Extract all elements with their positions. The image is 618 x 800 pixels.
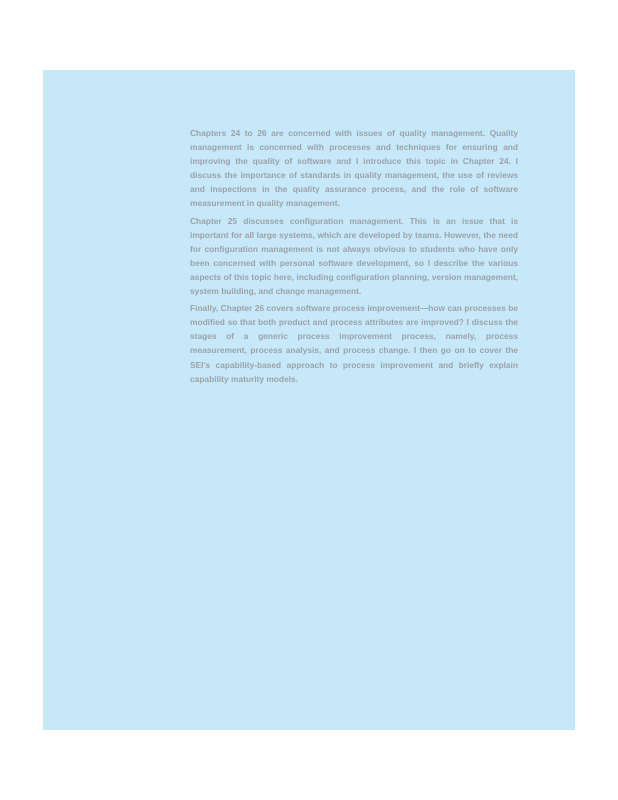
page-panel — [43, 70, 575, 730]
paragraph-process-improvement: Finally, Chapter 26 covers software process improvement—how can processes be modified so that both product and process attributes are improved? I discuss the stages of a generic process improvement process, namely, process measurement, process analysis, and process change. I then go on to cover the SEI’s capability-based approach to process improvement and briefly explain capability maturity models. — [190, 303, 518, 384]
paragraph-quality-management: Chapters 24 to 26 are concerned with issues of quality management. Quality management is concerned with processes and techniques for ensuring and improving the quality of software and I introduce this topic in Chapter 24. I discuss the importance of standards in quality management, the use of reviews and inspections in the quality assurance process, and the role of software measurement in quality management. — [190, 128, 518, 209]
paragraph-configuration-management: Chapter 25 discusses configuration management. This is an issue that is important for all large systems, which are developed by teams. However, the need for configuration management is not always obvious to students who have only been concerned with personal software development, so I describe the various aspects of this topic here, including configuration planning, version management, system building, and change management. — [190, 215, 518, 297]
body-text — [190, 126, 518, 389]
